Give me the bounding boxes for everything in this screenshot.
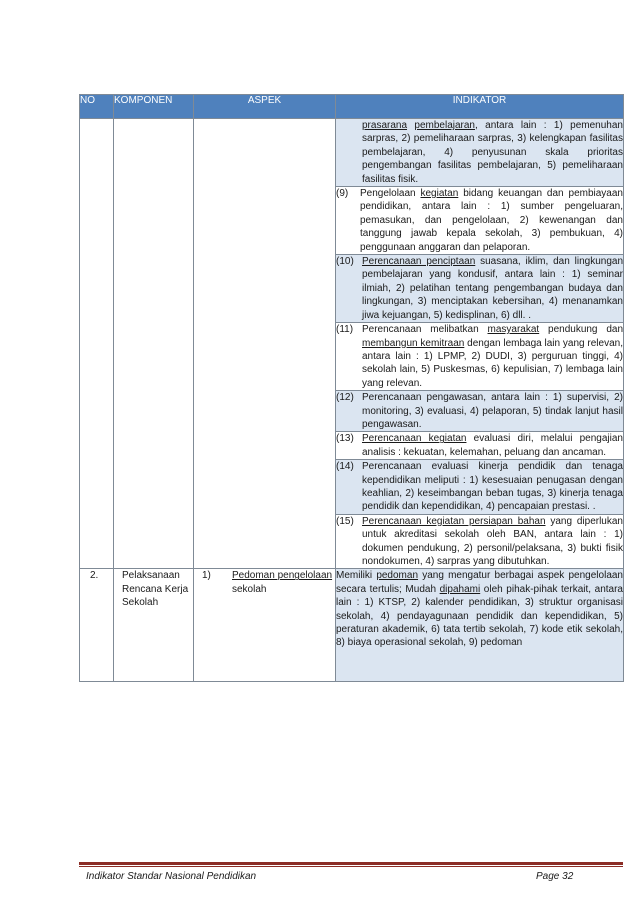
row2-indikator: Memiliki pedoman yang mengatur berbagai aspek pengelolaan secara tertulis; Mudah dipahami oleh pihak-pihak terkait, antara lain : 1) KTSP, 2) kalender pendidikan, 3) struktur organisasi sekolah, 4) pendayagunaan pendidik dan kependidikan, 5) peraturan akademik, 6) tata tertib sekolah, 7) kode etik sekolah, 8) biaya operasional sekolah, 9) pedoman bbox=[336, 569, 624, 682]
header-no: NO bbox=[80, 95, 114, 119]
row2-aspek: 1) Pedoman pengelolaan sekolah bbox=[194, 569, 336, 682]
table-header-row bbox=[80, 95, 624, 119]
footer-title: Indikator Standar Nasional Pendidikan bbox=[86, 871, 257, 882]
indicator-item-9: (9) Pengelolaan kegiatan bidang keuangan dan pembiayaan pendidikan, antara lain : 1) sumber pengeluaran, pemasukan, dan pengelolaan, 2) kewenangan dan tanggung jawab kepala sekolah, 3) pembukuan, 4) penggunaan anggaran dan pelaporan. bbox=[336, 188, 623, 253]
indicator-item-10: (10) Perencanaan penciptaan suasana, iklim, dan lingkungan pembelajaran yang kondusif, antara lain : 1) seminar ilmiah, 2) pelatihan tentang pengembangan budaya dan lingkungan, 3) menciptakan kebersihan, 4) menanamkan jiwa kejuangan, 5) kedisplinan, 6) dll. . bbox=[336, 256, 624, 321]
indicator-item-15: (15) Perencanaan kegiatan persiapan bahan yang diperlukan untuk akreditasi sekolah oleh BAN, antara lain : 1) dokumen pendukung, 2) personil/pelaksana, 3) bukti fisik nondokumen, 4) sarpras yang dibutuhkan. bbox=[336, 515, 623, 567]
header-indikator: INDIKATOR bbox=[336, 95, 624, 119]
indicator-item-11: (11) Perencanaan melibatkan masyarakat pendukung dan membangun kemitraan dengan lembaga lain yang relevan, antara lain : 1) LPMP, 2) DUDI, 3) perguruan tinggi, 4) sekolah lain, 5) Puskesmas, 6) kepulisian, 7) lembaga lain yang relevan. bbox=[336, 324, 623, 389]
footer-rule-thin bbox=[79, 866, 623, 867]
row2-no: 2. bbox=[80, 569, 114, 682]
komponen-cell bbox=[114, 119, 194, 569]
table-row-2 bbox=[80, 569, 624, 682]
header-aspek: ASPEK bbox=[194, 95, 336, 119]
page-number: Page 32 bbox=[536, 871, 574, 882]
no-cell bbox=[80, 119, 114, 569]
indicator-item-13: (13) Perencanaan kegiatan evaluasi diri, melalui pengajian analisis : kekuatan, kelemahan, peluang dan ancaman. bbox=[336, 433, 623, 458]
indicator-continued: prasarana pembelajaran, antara lain : 1) pemenuhan sarpras, 2) pemeliharaan sarpras, 3) kelengkapan fasilitas pembelajaran, 4) penyusunan skala prioritas pengembangan fasilitas pembelajaran, 5) pemeliharaan fasilitas fisik. bbox=[336, 119, 624, 187]
indicator-item-12: (12) Perencanaan pengawasan, antara lain : 1) supervisi, 2) monitoring, 3) evaluasi, 4) pelaporan, 5) tindak lanjut hasil pengawasan. bbox=[336, 392, 623, 430]
footer-rule bbox=[79, 862, 623, 865]
row2-komponen: Pelaksanaan Rencana Kerja Sekolah bbox=[114, 569, 194, 682]
indicator-table bbox=[79, 94, 624, 682]
header-komponen: KOMPONEN bbox=[114, 95, 194, 119]
indicator-item-14: (14) Perencanaan evaluasi kinerja pendidik dan tenaga kependidikan meliputi : 1) kesesuaian penugasan dengan keahlian, 2) keseimbangan beban tugas, 3) kinerja tenaga pendidik dan kependidikan, 4) pencapaian prestasi. . bbox=[336, 461, 623, 513]
aspek-cell bbox=[194, 119, 336, 569]
table-row bbox=[80, 119, 624, 187]
